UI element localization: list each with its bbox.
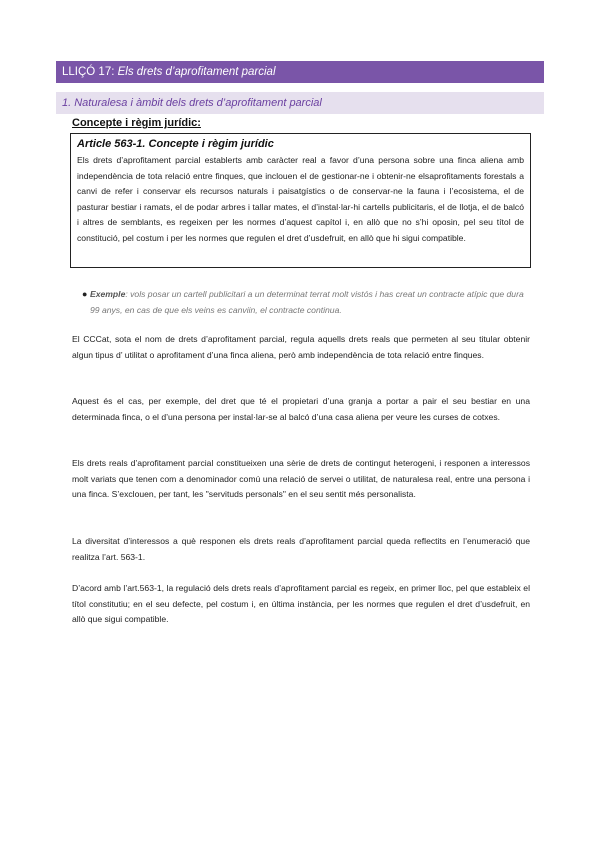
example-item (82, 287, 528, 318)
lesson-number: LLIÇÓ 17: (62, 66, 115, 78)
article-title: Article 563-1. Concepte i règim jurídic (77, 138, 274, 150)
paragraph-3: Els drets reals d’aprofitament parcial constitueixen una sèrie de drets de contingut heterogeni, i responen a interessos molt variats que tenen com a denominador comú una relació de servei o utilitat, de naturalesa real, entre una persona i una finca. S’exclouen, per tant, les "servituds personals" en el seu sentit més personalista. (72, 458, 530, 500)
paragraph-1: El CCCat, sota el nom de drets d’aprofitament parcial, regula aquells drets reals que permeten al seu titular obtenir algun tipus d’ utilitat o aprofitament d’una finca aliena, però amb independència de tota relació entre finques. (72, 334, 530, 360)
paragraph-4: La diversitat d’interessos a què responen els drets reals d’aprofitament parcial queda reflectits en l’enumeració que realitza l’art. 563-1. (72, 536, 530, 562)
bullet-icon: ● (82, 289, 88, 299)
subheading: Concepte i règim jurídic: (72, 117, 201, 129)
section-header (56, 92, 544, 114)
article-box (70, 133, 531, 268)
paragraph-2: Aquest és el cas, per exemple, del dret que té el propietari d’una granja a portar a pair el seu bestiar en una determinada finca, o el d’una persona per instal·lar-se al balcó d’una casa aliena per veure les curses de cotxes. (72, 396, 530, 422)
lesson-header (56, 61, 544, 83)
lesson-title: Els drets d’aprofitament parcial (117, 66, 276, 78)
section-title: 1. Naturalesa i àmbit dels drets d’aprofitament parcial (62, 97, 322, 109)
article-body: Els drets d’aprofitament parcial establerts amb caràcter real a favor d’una persona sobre una finca aliena amb independència de tota relació entre finques, que inclouen el de gestionar-ne i obtenir-ne elsaprofitaments forestals a canvi de refer i conservar els recursos naturals i paisatgístics o de conservar-ne la fauna i l’ecosistema, el de pasturar bestiar i ramats, el de podar arbres i tallar mates, el d’instal·lar-hi cartells publicitaris, el de llotja, el de balcó i altres de semblants, es regeixen per les normes d’aquest capítol i, en allò que no s’hi oposin, pel seu títol de constitució, pel costum i per les normes que regulen el dret d’usdefruit, en allò que hi sigui compatible. (77, 155, 524, 243)
example-label: Exemple (90, 289, 126, 299)
paragraph-5: D’acord amb l’art.563-1, la regulació dels drets reals d’aprofitament parcial es regeix, en primer lloc, pel que estableix el títol constitutiu; en el seu defecte, pel costum i, en última instància, per les normes que regulen el dret d’usdefruit, en allò que sigui compatible. (72, 583, 530, 625)
example-text: : vols posar un cartell publicitari a un determinat terrat molt vistós i has creat un contracte atípic que dura 99 anys, en cas de que els veins es canviin, el contracte continua. (90, 289, 524, 315)
